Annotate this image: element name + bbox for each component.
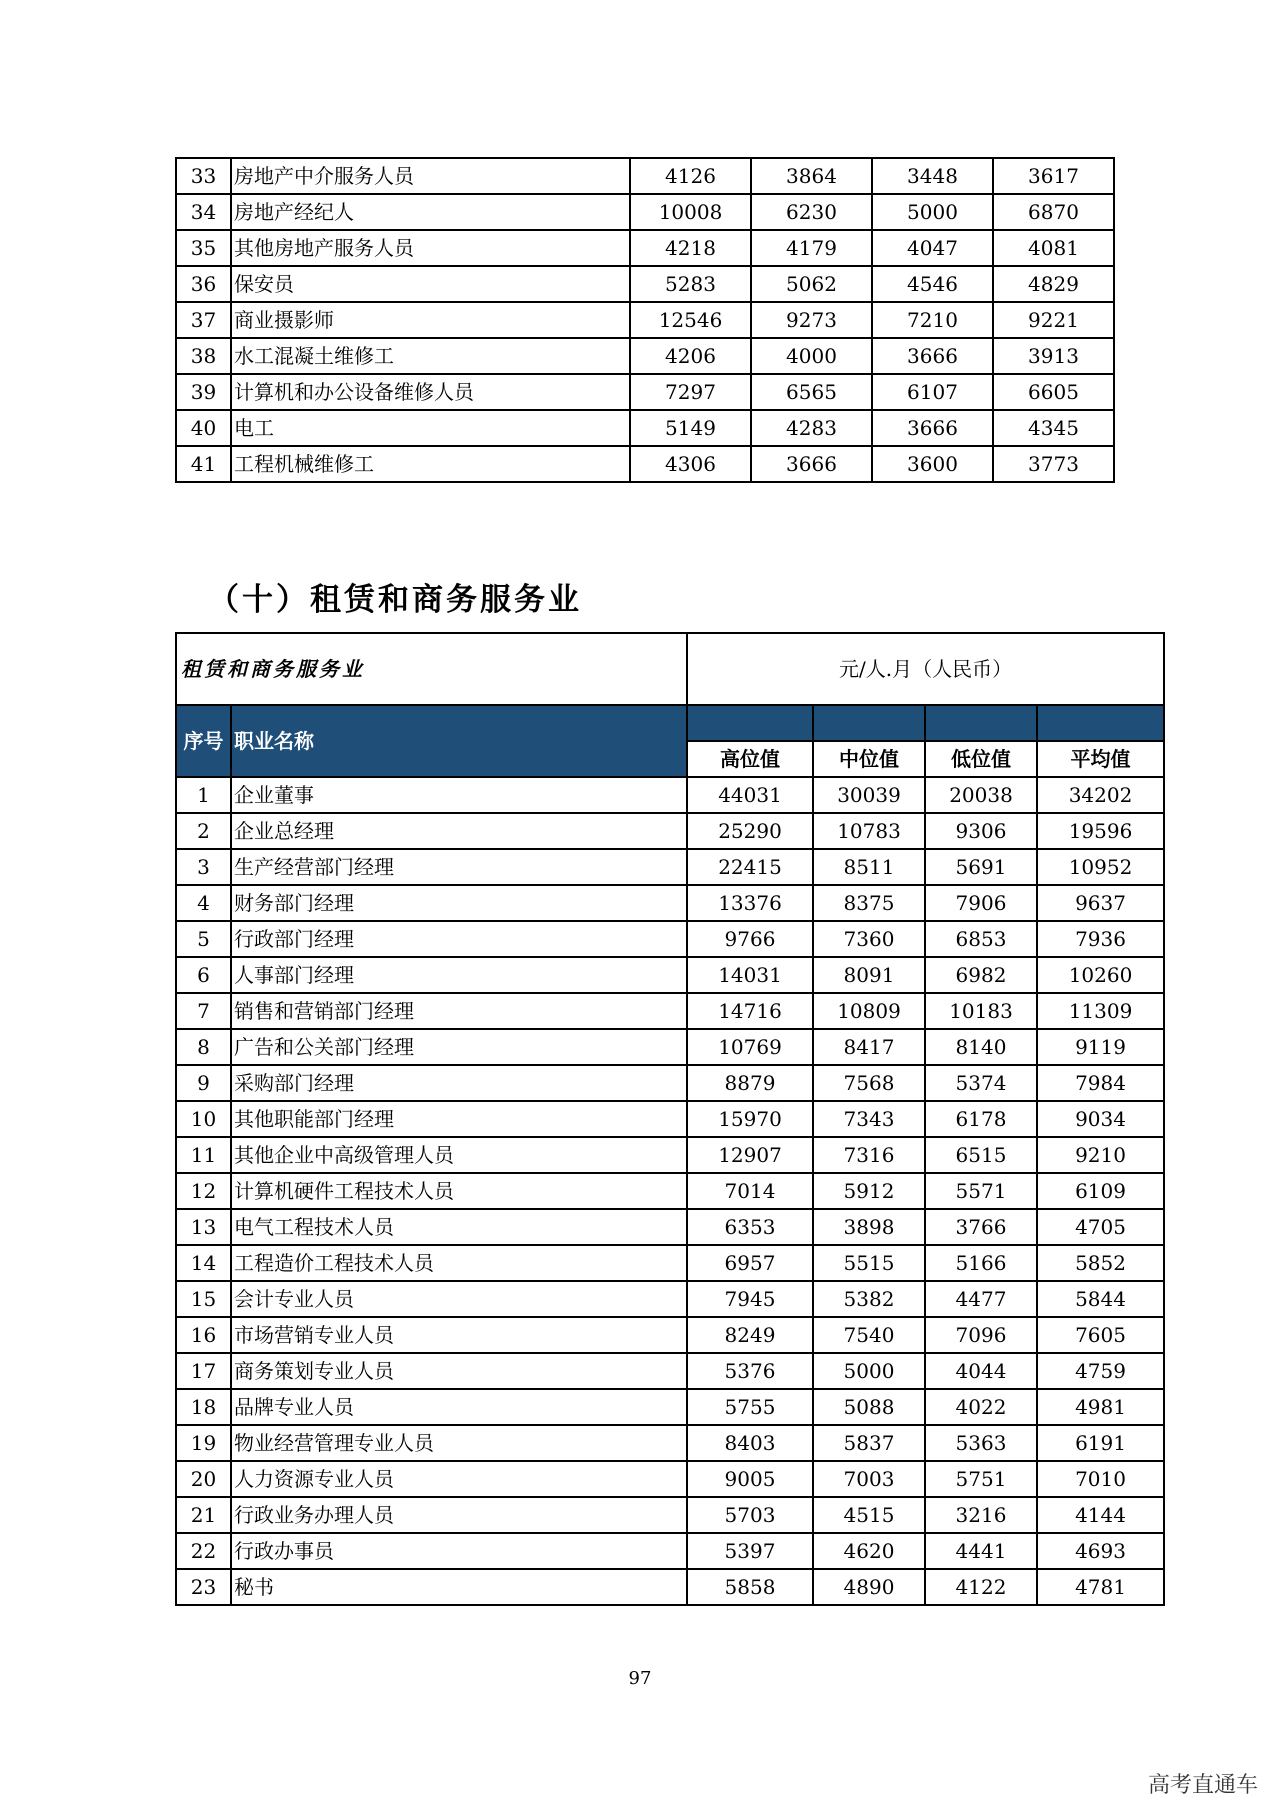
cell-high: 9005 (687, 1461, 813, 1497)
cell-avg: 10260 (1037, 957, 1164, 993)
table-subheader-row (176, 705, 1164, 741)
cell-high: 6353 (687, 1209, 813, 1245)
col-no-header: 序号 (176, 705, 231, 777)
cell-avg: 9210 (1037, 1137, 1164, 1173)
cell-low: 4546 (872, 266, 993, 302)
cell-avg: 3913 (993, 338, 1114, 374)
cell-mid: 5515 (813, 1245, 925, 1281)
table-row (176, 158, 1114, 194)
cell-low: 6982 (925, 957, 1037, 993)
cell-name: 保安员 (231, 266, 630, 302)
table-row (176, 957, 1164, 993)
cell-avg: 6109 (1037, 1173, 1164, 1209)
table-header-row (176, 633, 1164, 705)
cell-high: 5149 (630, 410, 751, 446)
cell-no: 41 (176, 446, 231, 482)
cell-low: 9306 (925, 813, 1037, 849)
cell-low: 3666 (872, 338, 993, 374)
table-row (176, 410, 1114, 446)
cell-mid: 8091 (813, 957, 925, 993)
table-row (176, 338, 1114, 374)
cell-name: 物业经营管理专业人员 (231, 1425, 687, 1461)
cell-low: 3766 (925, 1209, 1037, 1245)
cell-high: 5858 (687, 1569, 813, 1605)
table-row (176, 993, 1164, 1029)
table-row (176, 1029, 1164, 1065)
blue-band-cell (813, 705, 925, 741)
cell-low: 4022 (925, 1389, 1037, 1425)
cell-mid: 6565 (751, 374, 872, 410)
table-row (176, 1425, 1164, 1461)
cell-low: 5571 (925, 1173, 1037, 1209)
col-mid-header: 中位值 (813, 741, 925, 777)
cell-no: 16 (176, 1317, 231, 1353)
cell-low: 8140 (925, 1029, 1037, 1065)
cell-avg: 11309 (1037, 993, 1164, 1029)
cell-no: 33 (176, 158, 231, 194)
cell-name: 企业总经理 (231, 813, 687, 849)
cell-high: 4306 (630, 446, 751, 482)
cell-mid: 4000 (751, 338, 872, 374)
table-row (176, 1461, 1164, 1497)
cell-no: 15 (176, 1281, 231, 1317)
cell-name: 商业摄影师 (231, 302, 630, 338)
cell-avg: 4693 (1037, 1533, 1164, 1569)
cell-name: 计算机硬件工程技术人员 (231, 1173, 687, 1209)
cell-no: 35 (176, 230, 231, 266)
table-row (176, 1065, 1164, 1101)
table-row (176, 1317, 1164, 1353)
cell-avg: 4759 (1037, 1353, 1164, 1389)
cell-no: 18 (176, 1389, 231, 1425)
table-row (176, 1137, 1164, 1173)
cell-low: 3448 (872, 158, 993, 194)
cell-no: 20 (176, 1461, 231, 1497)
cell-name: 其他企业中高级管理人员 (231, 1137, 687, 1173)
table-row (176, 921, 1164, 957)
cell-name: 行政部门经理 (231, 921, 687, 957)
cell-mid: 8511 (813, 849, 925, 885)
cell-low: 6107 (872, 374, 993, 410)
cell-mid: 3666 (751, 446, 872, 482)
table-row (176, 1209, 1164, 1245)
cell-high: 4206 (630, 338, 751, 374)
cell-low: 5374 (925, 1065, 1037, 1101)
cell-mid: 6230 (751, 194, 872, 230)
cell-no: 22 (176, 1533, 231, 1569)
cell-high: 5376 (687, 1353, 813, 1389)
cell-high: 13376 (687, 885, 813, 921)
blue-band-cell (1037, 705, 1164, 741)
cell-no: 19 (176, 1425, 231, 1461)
cell-mid: 3898 (813, 1209, 925, 1245)
cell-avg: 7605 (1037, 1317, 1164, 1353)
cell-mid: 4179 (751, 230, 872, 266)
cell-no: 21 (176, 1497, 231, 1533)
table-row (176, 1389, 1164, 1425)
cell-low: 7210 (872, 302, 993, 338)
cell-low: 4044 (925, 1353, 1037, 1389)
cell-avg: 9221 (993, 302, 1114, 338)
cell-name: 水工混凝土维修工 (231, 338, 630, 374)
blue-band-cell (687, 705, 813, 741)
cell-no: 2 (176, 813, 231, 849)
cell-low: 10183 (925, 993, 1037, 1029)
col-name-header: 职业名称 (231, 705, 687, 777)
cell-mid: 4620 (813, 1533, 925, 1569)
cell-high: 7297 (630, 374, 751, 410)
cell-name: 秘书 (231, 1569, 687, 1605)
cell-no: 14 (176, 1245, 231, 1281)
cell-no: 34 (176, 194, 231, 230)
cell-avg: 4829 (993, 266, 1114, 302)
cell-name: 计算机和办公设备维修人员 (231, 374, 630, 410)
table-row (176, 374, 1114, 410)
blue-band-cell (925, 705, 1037, 741)
table-row (176, 194, 1114, 230)
industry-label: 租赁和商务服务业 (176, 633, 687, 705)
cell-no: 17 (176, 1353, 231, 1389)
cell-high: 5703 (687, 1497, 813, 1533)
cell-name: 品牌专业人员 (231, 1389, 687, 1425)
cell-name: 房地产经纪人 (231, 194, 630, 230)
cell-avg: 6605 (993, 374, 1114, 410)
cell-high: 9766 (687, 921, 813, 957)
cell-no: 6 (176, 957, 231, 993)
cell-low: 6178 (925, 1101, 1037, 1137)
cell-low: 4441 (925, 1533, 1037, 1569)
col-avg-header: 平均值 (1037, 741, 1164, 777)
cell-no: 39 (176, 374, 231, 410)
cell-mid: 5088 (813, 1389, 925, 1425)
col-low-header: 低位值 (925, 741, 1037, 777)
cell-mid: 4890 (813, 1569, 925, 1605)
table-row (176, 1101, 1164, 1137)
cell-no: 9 (176, 1065, 231, 1101)
cell-avg: 4345 (993, 410, 1114, 446)
table-row (176, 1353, 1164, 1389)
cell-avg: 7010 (1037, 1461, 1164, 1497)
table-row (176, 777, 1164, 813)
cell-avg: 4081 (993, 230, 1114, 266)
cell-avg: 34202 (1037, 777, 1164, 813)
cell-name: 其他职能部门经理 (231, 1101, 687, 1137)
cell-mid: 7316 (813, 1137, 925, 1173)
cell-high: 14716 (687, 993, 813, 1029)
unit-label: 元/人.月（人民币） (687, 633, 1164, 705)
cell-name: 商务策划专业人员 (231, 1353, 687, 1389)
cell-high: 10769 (687, 1029, 813, 1065)
cell-mid: 8417 (813, 1029, 925, 1065)
cell-mid: 5912 (813, 1173, 925, 1209)
cell-high: 10008 (630, 194, 751, 230)
cell-avg: 3773 (993, 446, 1114, 482)
cell-no: 23 (176, 1569, 231, 1605)
cell-avg: 9119 (1037, 1029, 1164, 1065)
cell-no: 36 (176, 266, 231, 302)
cell-mid: 7568 (813, 1065, 925, 1101)
cell-high: 22415 (687, 849, 813, 885)
cell-mid: 5837 (813, 1425, 925, 1461)
cell-mid: 7003 (813, 1461, 925, 1497)
cell-avg: 19596 (1037, 813, 1164, 849)
table-row (176, 1533, 1164, 1569)
cell-name: 财务部门经理 (231, 885, 687, 921)
cell-low: 3666 (872, 410, 993, 446)
cell-no: 8 (176, 1029, 231, 1065)
cell-avg: 5844 (1037, 1281, 1164, 1317)
cell-mid: 7540 (813, 1317, 925, 1353)
cell-high: 7945 (687, 1281, 813, 1317)
cell-avg: 4981 (1037, 1389, 1164, 1425)
table-row (176, 1173, 1164, 1209)
cell-low: 7906 (925, 885, 1037, 921)
table-row (176, 813, 1164, 849)
cell-name: 人事部门经理 (231, 957, 687, 993)
table-row (176, 302, 1114, 338)
section-title: （十）租赁和商务服务业 (208, 582, 582, 618)
cell-high: 12907 (687, 1137, 813, 1173)
cell-low: 4477 (925, 1281, 1037, 1317)
cell-name: 采购部门经理 (231, 1065, 687, 1101)
cell-avg: 3617 (993, 158, 1114, 194)
cell-mid: 4515 (813, 1497, 925, 1533)
salary-table-continued-body (176, 158, 1114, 482)
cell-avg: 4781 (1037, 1569, 1164, 1605)
cell-mid: 5000 (813, 1353, 925, 1389)
cell-no: 7 (176, 993, 231, 1029)
cell-high: 4126 (630, 158, 751, 194)
cell-name: 其他房地产服务人员 (231, 230, 630, 266)
cell-low: 6853 (925, 921, 1037, 957)
cell-name: 人力资源专业人员 (231, 1461, 687, 1497)
cell-name: 生产经营部门经理 (231, 849, 687, 885)
cell-high: 7014 (687, 1173, 813, 1209)
cell-mid: 5062 (751, 266, 872, 302)
cell-no: 12 (176, 1173, 231, 1209)
table-row (176, 266, 1114, 302)
salary-table-continued (175, 157, 1115, 483)
table-row (176, 446, 1114, 482)
cell-mid: 9273 (751, 302, 872, 338)
cell-name: 行政业务办理人员 (231, 1497, 687, 1533)
cell-avg: 4144 (1037, 1497, 1164, 1533)
cell-high: 14031 (687, 957, 813, 993)
cell-name: 广告和公关部门经理 (231, 1029, 687, 1065)
cell-high: 5755 (687, 1389, 813, 1425)
table-row (176, 1281, 1164, 1317)
salary-table-body (176, 777, 1164, 1605)
cell-avg: 6191 (1037, 1425, 1164, 1461)
cell-mid: 7360 (813, 921, 925, 957)
cell-no: 11 (176, 1137, 231, 1173)
cell-low: 5000 (872, 194, 993, 230)
cell-high: 6957 (687, 1245, 813, 1281)
cell-low: 4122 (925, 1569, 1037, 1605)
cell-low: 5751 (925, 1461, 1037, 1497)
cell-low: 7096 (925, 1317, 1037, 1353)
cell-high: 4218 (630, 230, 751, 266)
cell-avg: 7936 (1037, 921, 1164, 957)
cell-mid: 30039 (813, 777, 925, 813)
cell-mid: 10783 (813, 813, 925, 849)
table-row (176, 1245, 1164, 1281)
cell-name: 电气工程技术人员 (231, 1209, 687, 1245)
cell-high: 15970 (687, 1101, 813, 1137)
cell-low: 3216 (925, 1497, 1037, 1533)
cell-mid: 4283 (751, 410, 872, 446)
cell-no: 38 (176, 338, 231, 374)
cell-high: 44031 (687, 777, 813, 813)
page-number: 97 (628, 1668, 652, 1689)
cell-no: 3 (176, 849, 231, 885)
cell-name: 工程造价工程技术人员 (231, 1245, 687, 1281)
cell-name: 工程机械维修工 (231, 446, 630, 482)
watermark: 高考直通车 (1147, 1773, 1258, 1798)
cell-name: 电工 (231, 410, 630, 446)
cell-avg: 6870 (993, 194, 1114, 230)
cell-no: 10 (176, 1101, 231, 1137)
table-row (176, 230, 1114, 266)
cell-avg: 10952 (1037, 849, 1164, 885)
cell-name: 企业董事 (231, 777, 687, 813)
cell-high: 8879 (687, 1065, 813, 1101)
cell-mid: 5382 (813, 1281, 925, 1317)
table-row (176, 1569, 1164, 1605)
cell-high: 8249 (687, 1317, 813, 1353)
cell-high: 5283 (630, 266, 751, 302)
salary-table (175, 632, 1165, 1606)
cell-high: 12546 (630, 302, 751, 338)
cell-low: 5691 (925, 849, 1037, 885)
table-row (176, 885, 1164, 921)
cell-no: 1 (176, 777, 231, 813)
cell-avg: 9034 (1037, 1101, 1164, 1137)
cell-low: 3600 (872, 446, 993, 482)
cell-avg: 5852 (1037, 1245, 1164, 1281)
cell-mid: 7343 (813, 1101, 925, 1137)
cell-mid: 3864 (751, 158, 872, 194)
cell-no: 5 (176, 921, 231, 957)
cell-name: 销售和营销部门经理 (231, 993, 687, 1029)
cell-high: 25290 (687, 813, 813, 849)
cell-low: 20038 (925, 777, 1037, 813)
cell-mid: 10809 (813, 993, 925, 1029)
table-row (176, 849, 1164, 885)
table-row (176, 1497, 1164, 1533)
cell-low: 5363 (925, 1425, 1037, 1461)
cell-no: 40 (176, 410, 231, 446)
cell-name: 市场营销专业人员 (231, 1317, 687, 1353)
cell-name: 房地产中介服务人员 (231, 158, 630, 194)
cell-high: 5397 (687, 1533, 813, 1569)
col-high-header: 高位值 (687, 741, 813, 777)
cell-high: 8403 (687, 1425, 813, 1461)
cell-no: 13 (176, 1209, 231, 1245)
cell-low: 6515 (925, 1137, 1037, 1173)
cell-no: 37 (176, 302, 231, 338)
cell-low: 5166 (925, 1245, 1037, 1281)
cell-low: 4047 (872, 230, 993, 266)
cell-avg: 9637 (1037, 885, 1164, 921)
cell-avg: 4705 (1037, 1209, 1164, 1245)
cell-name: 行政办事员 (231, 1533, 687, 1569)
cell-avg: 7984 (1037, 1065, 1164, 1101)
cell-mid: 8375 (813, 885, 925, 921)
cell-name: 会计专业人员 (231, 1281, 687, 1317)
cell-no: 4 (176, 885, 231, 921)
